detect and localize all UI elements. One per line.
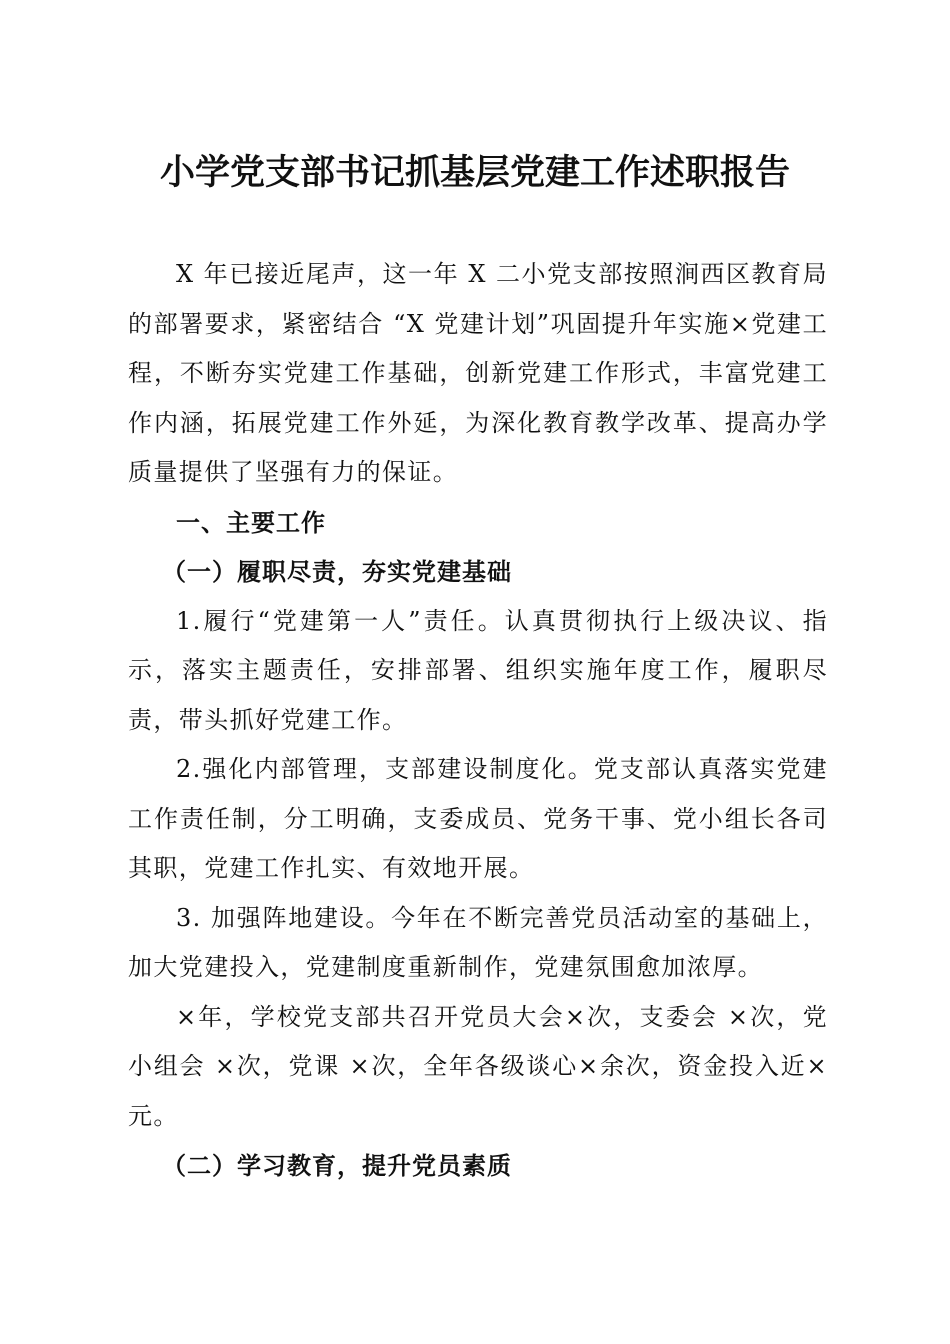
subsection-heading-study: （二）学习教育，提升党员素质 bbox=[162, 1151, 512, 1180]
item-paragraph-1: 1.履行“党建第一人”责任。认真贯彻执行上级决议、指示，落实主题责任，安排部署、组织实施年度工作，履职尽责，带头抓好党建工作。 bbox=[128, 606, 828, 734]
document-title: 小学党支部书记抓基层党建工作述职报告 bbox=[159, 152, 790, 193]
item-paragraph-2: 2.强化内部管理，支部建设制度化。党支部认真落实党建工作责任制，分工明确，支委成员、党务干事、党小组长各司其职，党建工作扎实、有效地开展。 bbox=[128, 755, 828, 882]
stats-paragraph: ×年，学校党支部共召开党员大会×次，支委会 ×次，党小组会 ×次，党课 ×次，全年各级谈心×余次，资金投入近×元。 bbox=[128, 1002, 828, 1130]
subsection-heading-duty: （一）履职尽责，夯实党建基础 bbox=[162, 557, 512, 586]
section-heading-main-work: 一、主要工作 bbox=[176, 507, 326, 537]
document-body bbox=[128, 250, 828, 1191]
item-paragraph-3: 3. 加强阵地建设。今年在不断完善党员活动室的基础上，加大党建投入，党建制度重新制作，党建氛围愈加浓厚。 bbox=[128, 903, 828, 981]
intro-paragraph: X 年已接近尾声，这一年 X 二小党支部按照涧西区教育局的部署要求，紧密结合 “X 党建计划”巩固提升年实施×党建工程，不断夯实党建工作基础，创新党建工作形式，丰富党建工作内涵，拓展党建工作外延，为深化教育教学改革、提高办学质量提供了坚强有力的保证。 bbox=[128, 260, 828, 486]
